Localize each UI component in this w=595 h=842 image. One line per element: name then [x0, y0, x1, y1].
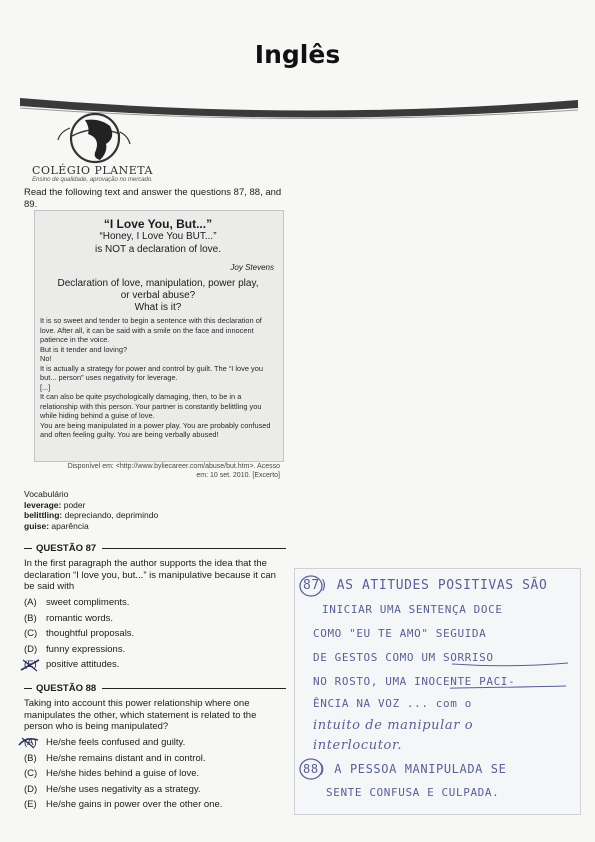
article-paragraph: [...]	[40, 382, 51, 392]
option-e[interactable]	[24, 797, 286, 813]
option-text: romantic words.	[46, 612, 114, 624]
article-paragraph: But is it tender and loving?	[40, 344, 128, 354]
option-letter: (D)	[24, 783, 38, 795]
handwritten-line: interlocutor.	[313, 738, 403, 753]
option-text: positive attitudes.	[46, 659, 120, 671]
source-line: em: 10 set. 2010. [Excerto]	[196, 472, 280, 479]
option-letter: (E)	[24, 799, 37, 811]
vocab-term: guise:	[24, 520, 50, 531]
option-a[interactable]	[24, 735, 286, 751]
vocab-meaning: poder	[63, 499, 86, 510]
article-statement: is NOT a declaration of love.	[95, 244, 221, 255]
handwritten-line: 88) A PESSOA MANIPULADA SE	[303, 762, 507, 776]
handwritten-line: SENTE CONFUSA E CULPADA.	[326, 786, 500, 799]
handwritten-line: ÊNCIA NA VOZ ... com o	[313, 697, 472, 710]
option-text: thoughtful proposals.	[46, 628, 135, 640]
option-letter: (C)	[24, 768, 38, 780]
article-quote: “Honey, I Love You BUT...”	[99, 231, 217, 242]
article-paragraph: No!	[40, 354, 52, 363]
option-c[interactable]	[24, 766, 286, 782]
vocabulary	[24, 489, 274, 531]
option-text: He/she uses negativity as a strategy.	[46, 783, 201, 795]
article-paragraph: You are being manipulated in a power play. You are probably confused and often feeling guilty. You are being verbally abused!	[40, 420, 271, 439]
option-letter: (E)	[24, 659, 37, 671]
article-paragraph: It is actually a strategy for power and control by guilt. The “I love you but... person” uses negativity for leverage.	[40, 363, 263, 382]
vocabulary-heading: Vocabulário	[24, 489, 69, 499]
option-text: He/she gains in power over the other one.	[46, 799, 223, 811]
option-text: funny expressions.	[46, 643, 126, 655]
school-tagline: Ensino de qualidade, aprovação no mercado.	[32, 177, 153, 183]
handwritten-line: INICIAR UMA SENTENÇA DOCE	[322, 603, 503, 616]
subheading-line: or verbal abuse?	[120, 290, 196, 301]
answer-mark-icon	[20, 657, 42, 673]
article-headline: “I Love You, But...”	[103, 217, 213, 231]
option-b[interactable]	[24, 751, 286, 767]
option-letter: (A)	[24, 597, 37, 609]
article-source	[40, 462, 280, 480]
option-text: sweet compliments.	[46, 597, 130, 609]
question-88-options	[24, 735, 286, 813]
source-line: Disponível em: <http://www.byliecareer.com/abuse/but.htm>. Acesso	[67, 463, 280, 470]
heading-rule	[102, 688, 286, 689]
question-label: QUESTÃO 87	[36, 543, 97, 554]
question-87-options	[24, 595, 286, 673]
article-body	[40, 316, 278, 440]
subheading-line: What is it?	[134, 302, 182, 313]
handwriting-underline-icon	[450, 660, 570, 690]
question-88-heading	[24, 683, 286, 694]
question-88-text: Taking into account this power relationship where one manipulates the other, which statement is related to the person who is being manipulated?	[24, 698, 257, 732]
school-name: COLÉGIO PLANETA	[32, 164, 153, 177]
option-letter: (D)	[24, 643, 38, 655]
heading-dash	[24, 688, 32, 689]
instructions: Read the following text and answer the questions 87, 88, and 89.	[24, 187, 282, 210]
article-author: Joy Stevens	[230, 263, 274, 272]
vocab-term: belittling:	[24, 510, 63, 520]
option-b[interactable]	[24, 611, 286, 627]
option-letter: (B)	[24, 752, 37, 764]
handwritten-line: 87) AS ATITUDES POSITIVAS SÃO	[303, 578, 548, 593]
answer-mark-icon	[18, 734, 40, 750]
heading-dash	[24, 548, 32, 549]
question-87-text: In the first paragraph the author supports the idea that the declaration “I love you, but...” is manipulative because it can be said with	[24, 558, 276, 592]
page-title: Inglês	[254, 40, 341, 69]
handwritten-line: intuito de manipular o	[313, 718, 474, 733]
subheading-line: Declaration of love, manipulation, power play,	[57, 278, 259, 289]
article-subheading	[34, 278, 282, 314]
globe-icon	[30, 106, 155, 166]
school-logo	[30, 106, 155, 186]
option-letter: (A)	[24, 737, 37, 749]
option-d[interactable]	[24, 782, 286, 798]
option-e[interactable]	[24, 657, 286, 673]
option-text: He/she hides behind a guise of love.	[46, 768, 200, 780]
handwritten-line: COMO "EU TE AMO" SEGUIDA	[313, 627, 487, 640]
option-text: He/she remains distant and in control.	[46, 752, 206, 764]
vocabulary-item	[24, 500, 274, 511]
option-letter: (B)	[24, 612, 37, 624]
vocabulary-item	[24, 521, 274, 532]
vocab-term: leverage:	[24, 499, 62, 510]
option-text: He/she feels confused and guilty.	[46, 737, 186, 749]
handwritten-line: DE GESTOS COMO UM SORRISO	[313, 651, 494, 664]
handwritten-line: NO ROSTO, UMA INOCENTE PACI-	[313, 675, 516, 688]
vocabulary-item	[24, 510, 274, 521]
option-letter: (C)	[24, 628, 38, 640]
heading-rule	[102, 548, 286, 549]
option-a[interactable]	[24, 595, 286, 611]
vocab-meaning: depreciando, deprimindo	[64, 510, 159, 520]
option-c[interactable]	[24, 626, 286, 642]
article-paragraph: It is so sweet and tender to begin a sentence with this declaration of love. After all, it can be said with a smile on the face and innocent patience in the voice.	[40, 316, 262, 344]
question-label: QUESTÃO 88	[36, 683, 97, 694]
option-d[interactable]	[24, 642, 286, 658]
vocab-meaning: aparência	[51, 520, 89, 531]
article-paragraph: It can also be quite psychologically damaging, then, to be in a relationship with this person. Your partner is constantly belittling you while hiding behind a guise of love.	[40, 392, 262, 420]
question-87-heading	[24, 543, 286, 554]
